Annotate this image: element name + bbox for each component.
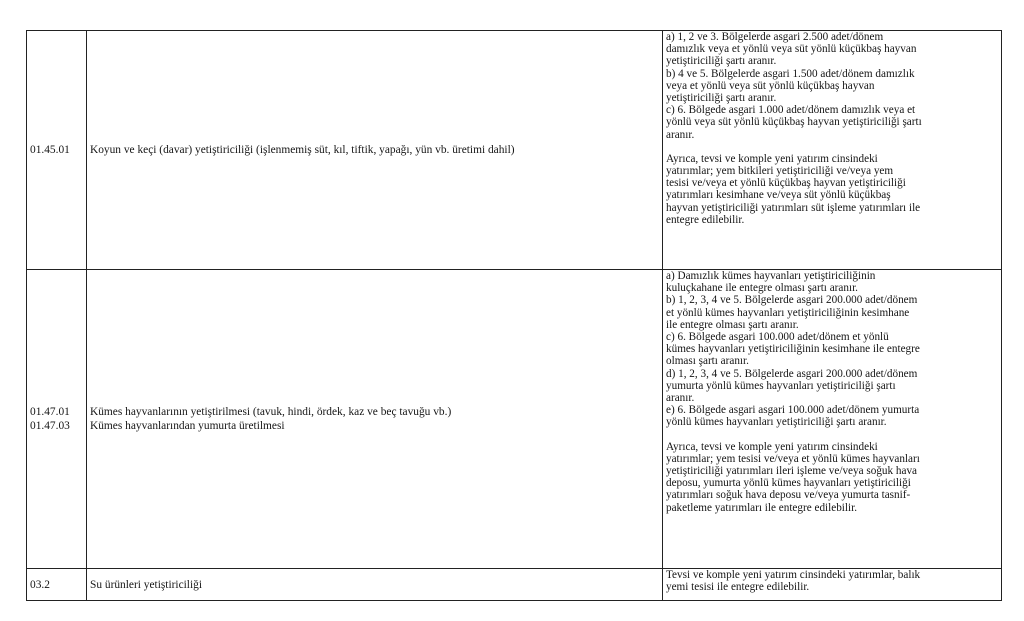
condition-line: ile entegre olması şartı aranır.: [666, 318, 799, 331]
condition-line: entegre edilebilir.: [666, 213, 745, 226]
condition-line: paketleme yatırımları ile entegre edilebilir.: [666, 501, 858, 514]
condition-line: b) 1, 2, 3, 4 ve 5. Bölgelerde asgari 200.000 adet/dönem: [666, 294, 918, 307]
condition-line: yatırımları soğuk hava deposu ve/veya yumurta tasnif-: [666, 489, 911, 502]
condition-line: hayvan yetiştiriciliği yatırımları süt işleme yatırımları ile: [666, 201, 921, 214]
condition-line: kuluçkahane ile entegre olması şartı aranır.: [666, 282, 858, 295]
condition-line: yemi tesisi ile entegre edilebilir.: [666, 581, 810, 594]
condition-line: d) 1, 2, 3, 4 ve 5. Bölgelerde asgari 200.000 adet/dönem: [666, 367, 918, 380]
condition-line: c) 6. Bölgede asgari 100.000 adet/dönem et yönlü: [666, 331, 889, 344]
activity-description: Kümes hayvanlarından yumurta üretilmesi: [90, 420, 285, 432]
paragraph-gap: [666, 429, 997, 441]
condition-line: yetiştiriciliği yatırımları ileri işleme ve/veya soğuk hava: [666, 465, 918, 478]
condition-line: damızlık veya et yönlü veya süt yönlü küçükbaş hayvan: [666, 43, 917, 56]
condition-line: Tevsi ve komple yeni yatırım cinsindeki yatırımlar, balık: [666, 569, 921, 581]
condition-line: yatırımları kesimhane ve/veya süt yönlü küçükbaş: [666, 189, 891, 202]
code-cell: [27, 31, 87, 270]
condition-line: b) 4 ve 5. Bölgelerde asgari 1.500 adet/dönem damızlık: [666, 67, 915, 80]
paragraph-gap: [666, 141, 997, 153]
activity-table: [26, 30, 1002, 601]
activity-code: 01.45.01: [30, 144, 70, 156]
condition-line: yetiştiriciliği şartı aranır.: [666, 55, 777, 68]
condition-line: yönlü veya süt yönlü küçükbaş hayvan yetiştiriciliği şartı: [666, 116, 922, 129]
condition-line: yetiştiriciliği şartı aranır.: [666, 92, 777, 105]
code-cell: [27, 270, 87, 569]
condition-line: e) 6. Bölgede asgari asgari 100.000 adet/dönem yumurta: [666, 404, 920, 417]
condition-line: yumurta yönlü kümes hayvanları yetiştiriciliği şartı: [666, 379, 896, 392]
document-page: [26, 30, 1001, 601]
description-cell: [87, 270, 663, 569]
condition-line: veya et yönlü veya süt yönlü küçükbaş hayvan: [666, 79, 875, 92]
condition-line: yönlü kümes hayvanları yetiştiriciliği şartı aranır.: [666, 416, 887, 429]
conditions-cell: [663, 31, 1002, 270]
condition-line: olması şartı aranır.: [666, 355, 749, 368]
conditions-cell: [663, 569, 1002, 601]
activity-description: Su ürünleri yetiştiriciliği: [90, 578, 202, 591]
table-row: [27, 31, 1002, 270]
condition-line: kümes hayvanları yetiştiriciliğinin kesimhane ile entegre: [666, 343, 920, 356]
description-cell: [87, 31, 663, 270]
condition-line: Ayrıca, tevsi ve komple yeni yatırım cinsindeki: [666, 440, 878, 453]
condition-line: Ayrıca, tevsi ve komple yeni yatırım cinsindeki: [666, 152, 878, 165]
condition-line: deposu, yumurta yönlü kümes hayvanları yetiştiriciliği: [666, 477, 911, 490]
condition-line: aranır.: [666, 128, 695, 141]
description-cell: [87, 569, 663, 601]
activity-code: 01.47.01: [30, 406, 70, 418]
condition-line: c) 6. Bölgede asgari 1.000 adet/dönem damızlık veya et: [666, 104, 916, 117]
activity-code: 03.2: [30, 578, 50, 591]
conditions-cell: [663, 270, 1002, 569]
table-row: [27, 270, 1002, 569]
condition-line: yatırımlar; yem bitkileri yetiştiriciliği ve/veya yem: [666, 165, 894, 178]
condition-line: tesisi ve/veya et yönlü küçükbaş hayvan yetiştiriciliği: [666, 177, 906, 190]
activity-description: Kümes hayvanlarının yetiştirilmesi (tavuk, hindi, ördek, kaz ve beç tavuğu vb.): [90, 406, 452, 418]
condition-line: yatırımlar; yem tesisi ve/veya et yönlü kümes hayvanları: [666, 452, 920, 465]
table-row: [27, 569, 1002, 601]
condition-line: aranır.: [666, 392, 695, 405]
activity-description: Koyun ve keçi (davar) yetiştiriciliği (işlenmemiş süt, kıl, tiftik, yapağı, yün vb. üretimi dahil): [90, 144, 515, 156]
condition-line: et yönlü kümes hayvanları yetiştiriciliğinin kesimhane: [666, 306, 910, 319]
condition-line: a) 1, 2 ve 3. Bölgelerde asgari 2.500 adet/dönem: [666, 31, 884, 43]
condition-line: a) Damızlık kümes hayvanları yetiştiriciliğinin: [666, 270, 876, 282]
code-cell: [27, 569, 87, 601]
activity-code: 01.47.03: [30, 420, 70, 432]
